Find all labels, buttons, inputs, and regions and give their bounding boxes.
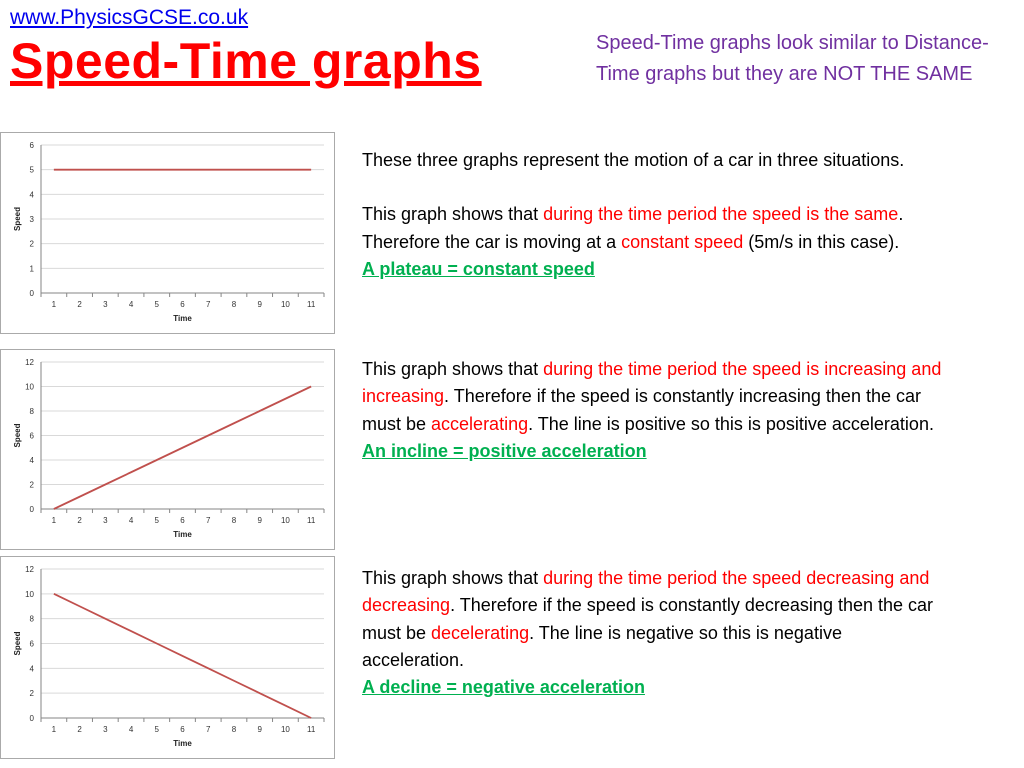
- x-tick-label: 1: [51, 725, 57, 734]
- y-tick-label: 4: [29, 664, 34, 674]
- x-tick-label: 8: [231, 516, 237, 525]
- x-tick-label: 5: [154, 516, 159, 525]
- y-axis-title: Speed: [13, 206, 22, 232]
- chart-deceleration-svg: [1, 557, 334, 758]
- x-tick-label: 2: [77, 725, 82, 734]
- y-tick-label: 6: [29, 141, 34, 150]
- intro-note: Speed-Time graphs look similar to Distance-Time graphs but they are NOT THE SAME: [596, 32, 989, 85]
- y-tick-label: 12: [25, 565, 34, 574]
- x-axis-title: Time: [173, 739, 192, 748]
- y-tick-label: 2: [29, 239, 34, 249]
- x-tick-label: 1: [51, 516, 57, 525]
- x-tick-label: 5: [154, 300, 159, 309]
- explanation-deceleration: [362, 565, 944, 674]
- page-title: Speed-Time graphs: [10, 33, 482, 89]
- tail-text: . The line is positive so this is positive acceleration.: [528, 413, 934, 434]
- x-tick-label: 4: [128, 300, 134, 309]
- intro-text: These three graphs represent the motion of a car in three situations.: [362, 150, 905, 170]
- x-tick-label: 7: [206, 300, 211, 309]
- y-tick-label: 10: [25, 589, 34, 599]
- section-acceleration: [362, 356, 1002, 465]
- tail-text: . The line is negative so this is negative acceleration.: [362, 622, 842, 670]
- y-tick-label: 6: [29, 639, 34, 649]
- lead-text: This graph shows that: [362, 359, 544, 379]
- x-tick-label: 11: [306, 300, 316, 309]
- mid-text: . Therefore if the speed is constantly decreasing then the car must be: [362, 595, 934, 643]
- summary-deceleration: A decline = negative acceleration: [362, 677, 645, 698]
- mid-text: . Therefore the car is moving at a: [362, 204, 904, 252]
- x-tick-label: 6: [180, 300, 185, 309]
- x-axis-title: Time: [173, 314, 192, 323]
- x-axis-title: Time: [173, 530, 192, 539]
- x-tick-label: 9: [257, 300, 262, 309]
- y-tick-label: 3: [29, 215, 34, 224]
- y-tick-label: 0: [29, 289, 34, 298]
- highlight-term: decelerating: [431, 622, 530, 643]
- y-tick-label: 10: [25, 382, 34, 392]
- y-tick-label: 8: [29, 614, 34, 624]
- x-tick-label: 10: [280, 516, 290, 525]
- site-link[interactable]: www.PhysicsGCSE.co.uk: [10, 6, 249, 29]
- chart-deceleration: [0, 556, 335, 759]
- chart-acceleration-svg: [1, 350, 334, 549]
- explanation-constant-speed: [362, 201, 942, 256]
- y-tick-label: 1: [29, 264, 34, 274]
- x-tick-label: 1: [51, 300, 57, 309]
- x-tick-label: 4: [128, 516, 134, 525]
- x-tick-label: 8: [231, 725, 237, 734]
- y-axis-title: Speed: [13, 423, 22, 448]
- explanation-acceleration: [362, 356, 954, 438]
- x-tick-label: 10: [280, 725, 290, 734]
- chart-acceleration: [0, 349, 335, 550]
- x-tick-label: 2: [77, 516, 82, 525]
- summary-acceleration: An incline = positive acceleration: [362, 440, 647, 461]
- y-tick-label: 4: [29, 190, 34, 200]
- x-tick-label: 6: [180, 516, 185, 525]
- x-tick-label: 3: [103, 300, 108, 309]
- x-tick-label: 4: [128, 725, 134, 734]
- x-tick-label: 7: [206, 516, 211, 525]
- chart-constant-speed-svg: [1, 133, 334, 333]
- y-tick-label: 4: [29, 456, 34, 465]
- highlight-text: during the time period the speed is the same: [543, 204, 899, 225]
- x-tick-label: 3: [103, 516, 108, 525]
- x-tick-label: 9: [257, 516, 262, 525]
- x-tick-label: 9: [257, 725, 262, 734]
- section-constant-speed: [362, 147, 1002, 283]
- x-tick-label: 2: [77, 300, 82, 309]
- y-tick-label: 8: [29, 407, 34, 416]
- lead-text: This graph shows that: [362, 568, 544, 588]
- summary-constant-speed: A plateau = constant speed: [362, 258, 595, 279]
- highlight-text: during the time period the speed is increasing and increasing: [362, 359, 942, 407]
- highlight-term: accelerating: [431, 413, 529, 434]
- x-tick-label: 3: [103, 725, 108, 734]
- x-tick-label: 8: [231, 300, 237, 309]
- mid-text: . Therefore if the speed is constantly increasing then the car must be: [362, 386, 921, 434]
- y-tick-label: 6: [29, 431, 34, 441]
- y-tick-label: 5: [29, 165, 34, 175]
- y-tick-label: 2: [29, 689, 34, 699]
- x-tick-label: 11: [306, 516, 316, 525]
- x-tick-label: 11: [306, 725, 316, 734]
- x-tick-label: 5: [154, 725, 159, 734]
- x-tick-label: 7: [206, 725, 211, 734]
- highlight-term: constant speed: [621, 231, 744, 252]
- highlight-text: during the time period the speed decreasing and decreasing: [362, 568, 930, 616]
- lead-text: This graph shows that: [362, 204, 544, 225]
- section-deceleration: [362, 565, 1002, 701]
- y-tick-label: 0: [29, 505, 34, 514]
- x-tick-label: 10: [280, 300, 290, 309]
- chart-constant-speed: [0, 132, 335, 334]
- y-tick-label: 0: [29, 714, 34, 723]
- x-tick-label: 6: [180, 725, 185, 734]
- y-tick-label: 12: [25, 358, 34, 367]
- y-axis-title: Speed: [13, 631, 22, 656]
- tail-text: (5m/s in this case).: [743, 231, 900, 252]
- y-tick-label: 2: [29, 480, 34, 490]
